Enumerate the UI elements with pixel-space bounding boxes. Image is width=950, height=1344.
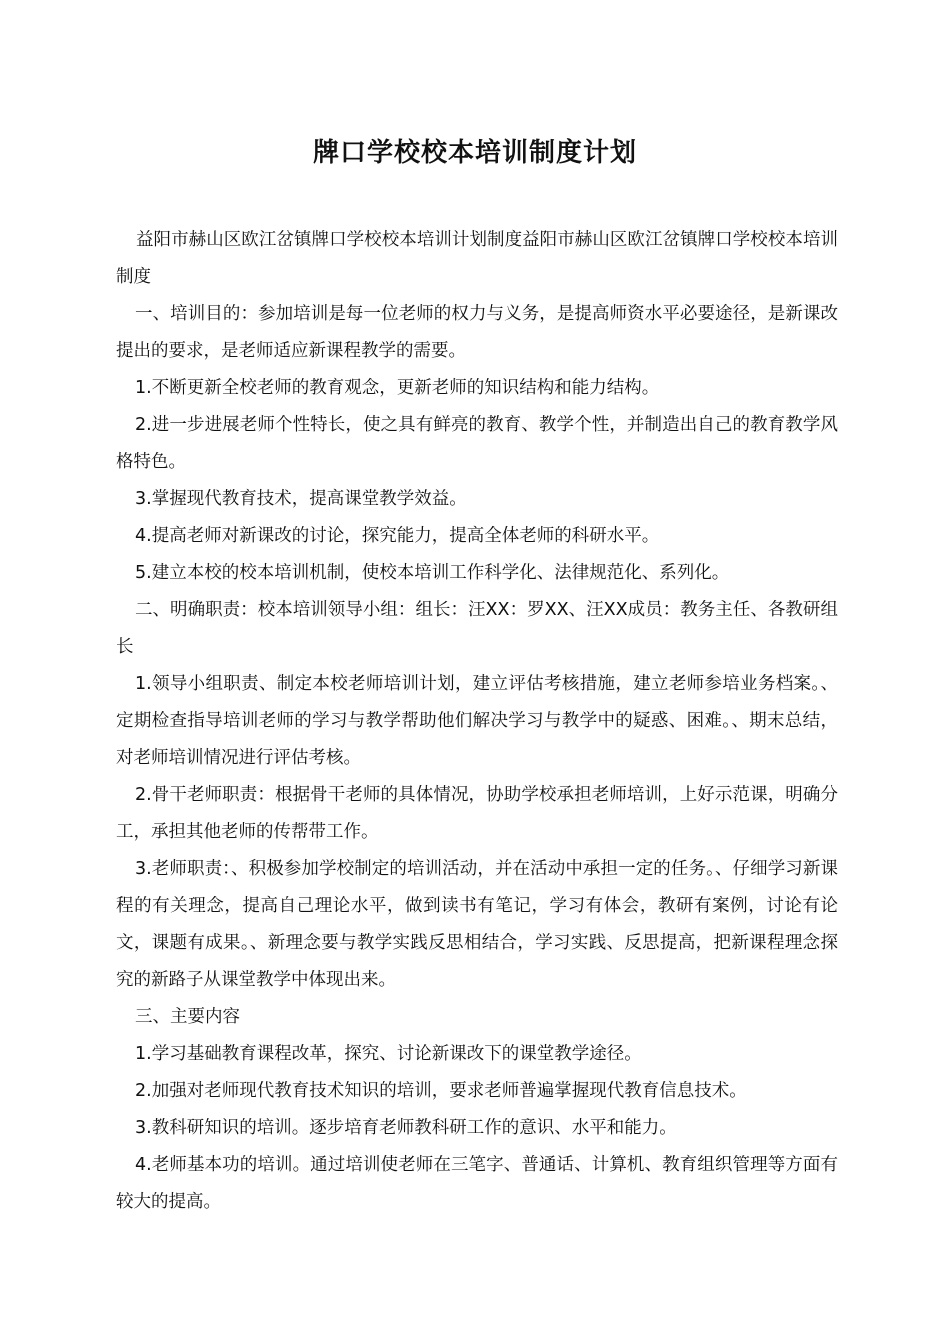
paragraph-section-1-heading: 一、培训目的：参加培训是每一位老师的权力与义务，是提高师资水平必要途径，是新课改提出的要求，是老师适应新课程教学的需要。 [116,304,838,361]
document-title: 牌口学校校本培训制度计划 [312,138,637,168]
paragraph-item: 3.教科研知识的培训。逐步培育老师教科研工作的意识、水平和能力。 [135,1118,677,1138]
paragraph-item: 4.老师基本功的培训。通过培训使老师在三笔字、普通话、计算机、教育组织管理等方面有较大的提高。 [116,1155,838,1212]
paragraph-item: 3.老师职责：、积极参加学校制定的培训活动，并在活动中承担一定的任务。、仔细学习新课程的有关理念，提高自己理论水平，做到读书有笔记，学习有体会，教研有案例，讨论有论文，课题有成果。、新理念要与教学实践反思相结合，学习实践、反思提高，把新课程理念探究的新路子从课堂教学中体现出来。 [116,859,838,990]
paragraph-item: 2.加强对老师现代教育技术知识的培训，要求老师普遍掌握现代教育信息技术。 [135,1081,747,1101]
paragraph-section-2-heading: 二、明确职责：校本培训领导小组：组长：汪XX：罗XX、汪XX成员：教务主任、各教研组长 [116,600,838,657]
paragraph-item: 1.领导小组职责、制定本校老师培训计划，建立评估考核措施，建立老师参培业务档案。、定期检查指导培训老师的学习与教学帮助他们解决学习与教学中的疑惑、困难。、期末总结，对老师培训情况进行评估考核。 [116,674,838,768]
paragraph-item: 2.进一步进展老师个性特长，使之具有鲜亮的教育、教学个性，并制造出自己的教育教学风格特色。 [116,415,838,472]
paragraph-item: 2.骨干老师职责：根据骨干老师的具体情况，协助学校承担老师培训，上好示范课，明确分工，承担其他老师的传帮带工作。 [116,785,838,842]
document-body [116,222,838,1221]
paragraph-item: 3.掌握现代教育技术，提高课堂教学效益。 [135,489,467,509]
paragraph-intro: 益阳市赫山区欧江岔镇牌口学校校本培训计划制度益阳市赫山区欧江岔镇牌口学校校本培训制度 [116,230,838,287]
paragraph-item: 5.建立本校的校本培训机制，使校本培训工作科学化、法律规范化、系列化。 [135,563,730,583]
paragraph-item: 1.不断更新全校老师的教育观念，更新老师的知识结构和能力结构。 [135,378,660,398]
paragraph-section-3-heading: 三、主要内容 [135,1007,240,1027]
paragraph-item: 1.学习基础教育课程改革，探究、讨论新课改下的课堂教学途径。 [135,1044,642,1064]
paragraph-item: 4.提高老师对新课改的讨论，探究能力，提高全体老师的科研水平。 [135,526,660,546]
